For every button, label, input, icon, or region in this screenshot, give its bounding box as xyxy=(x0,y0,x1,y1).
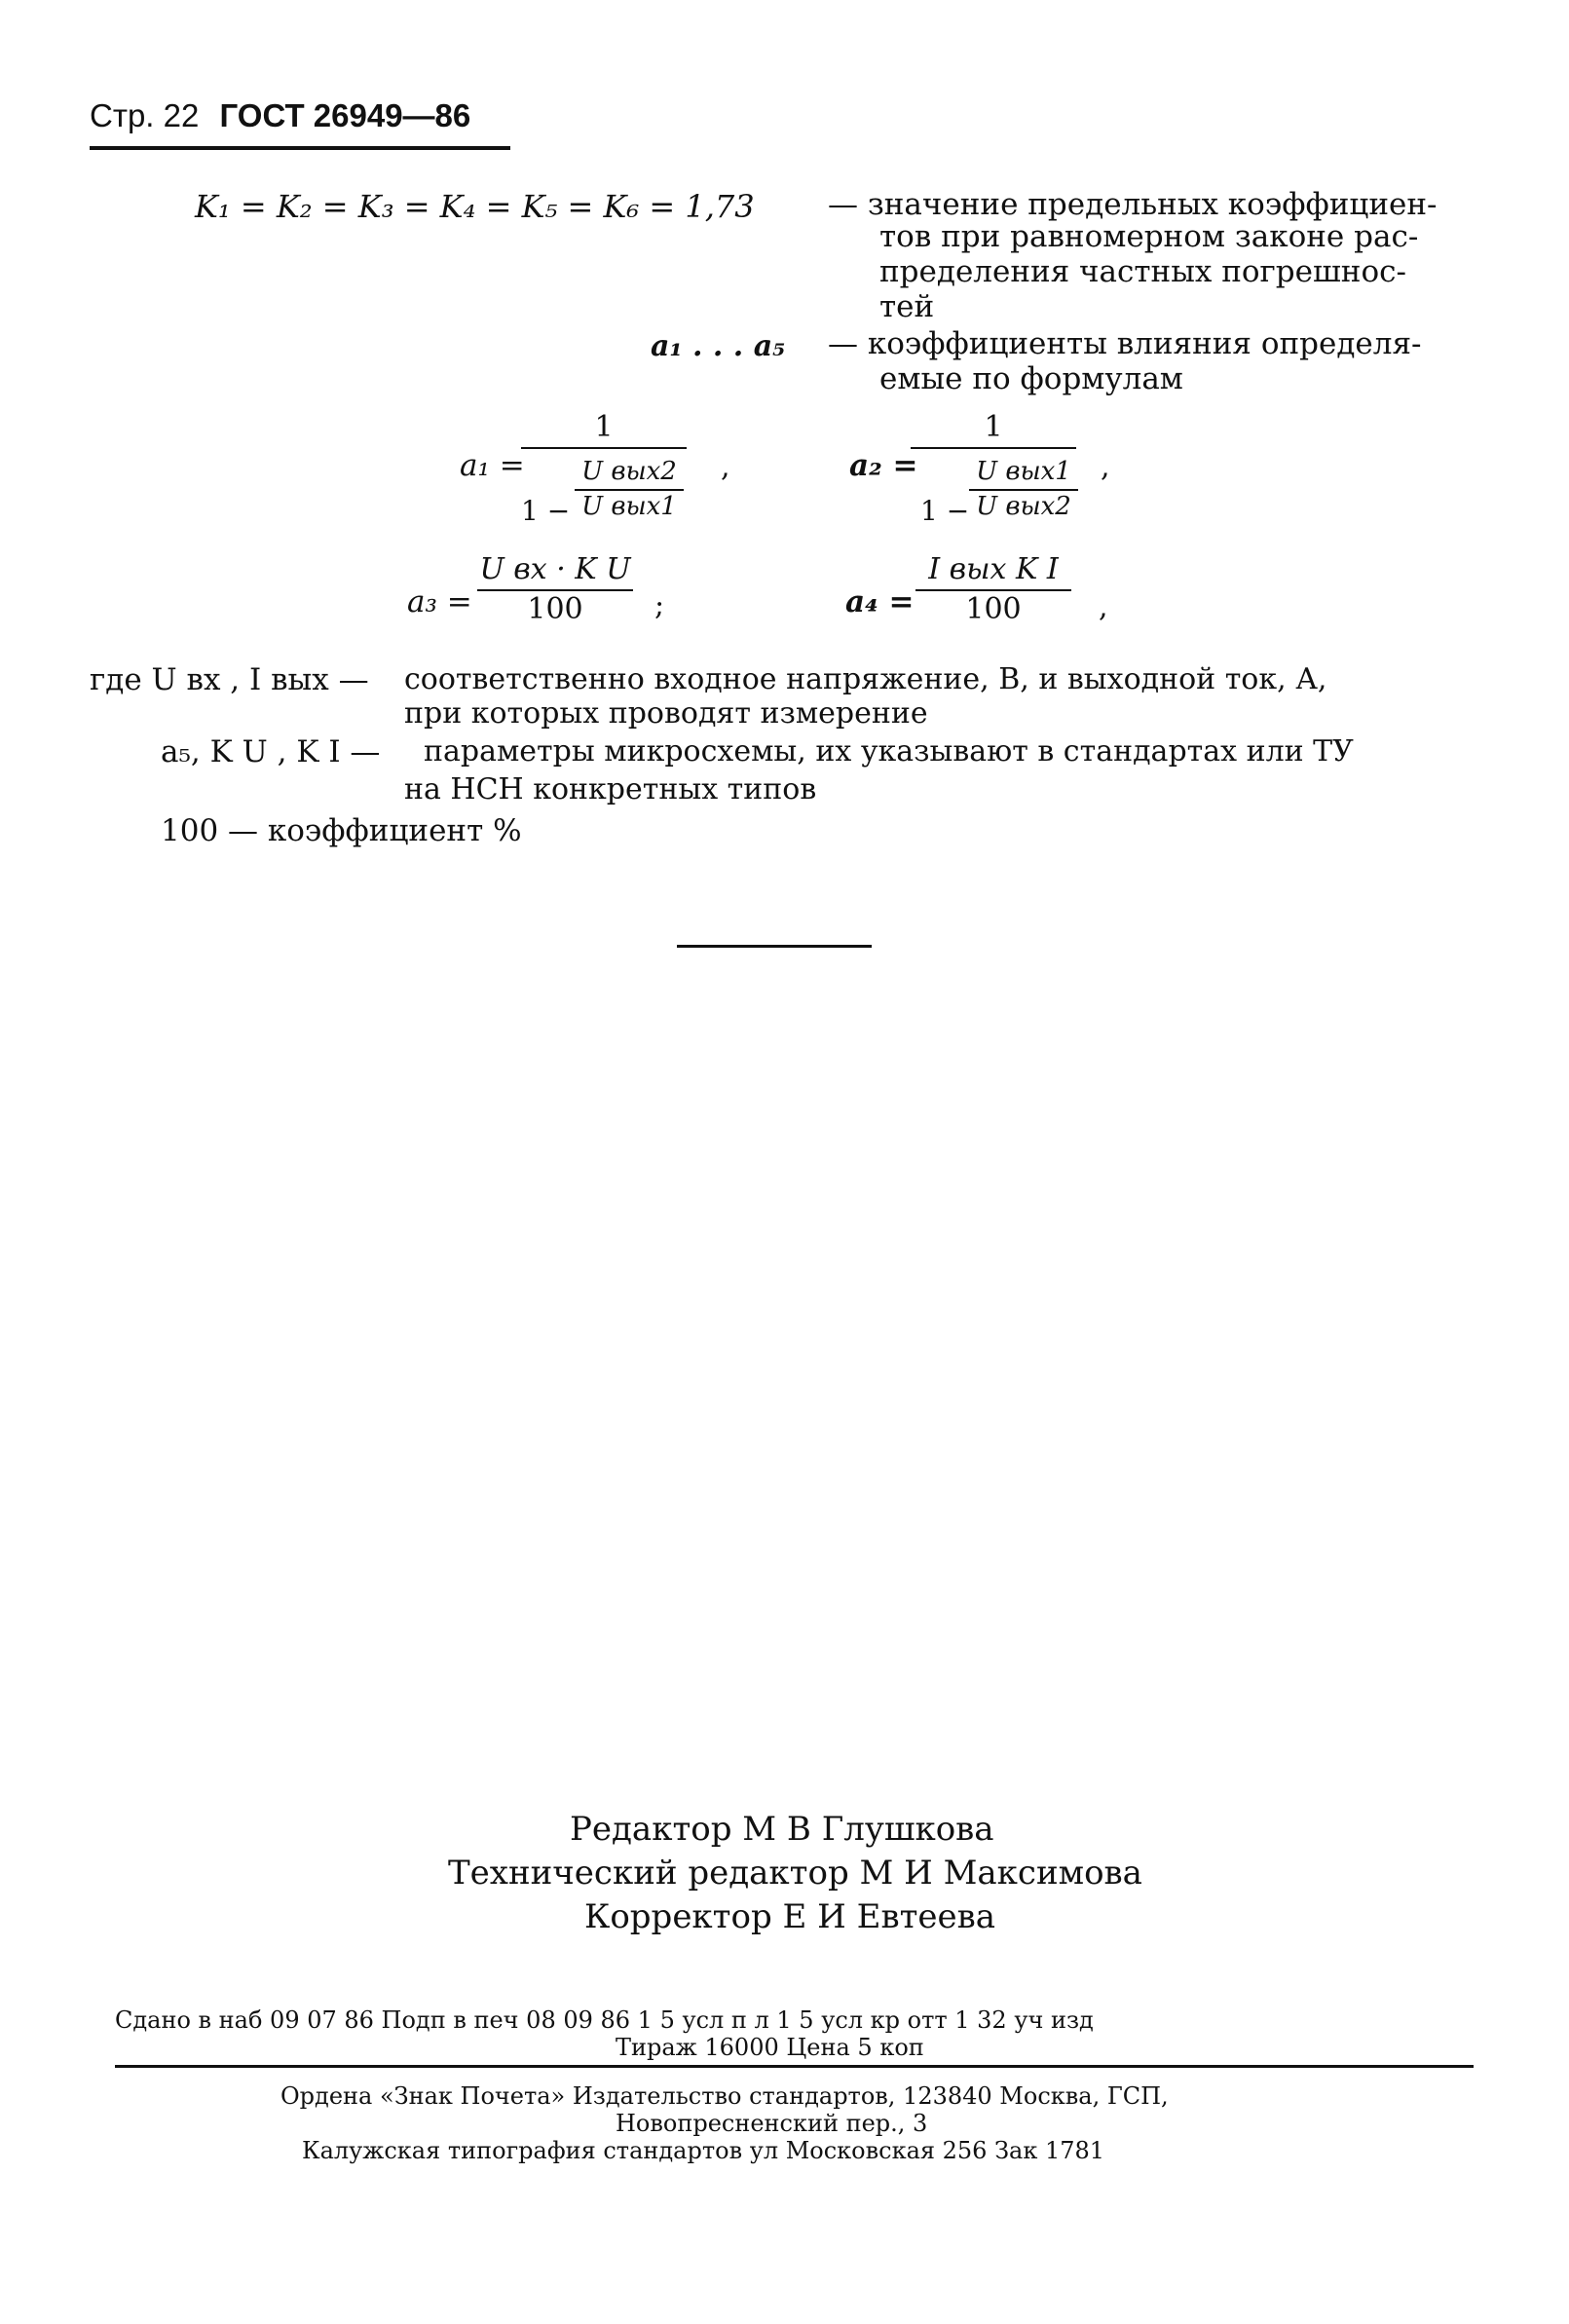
params-line-1: параметры микросхемы, их указывают в стандартах или ТУ xyxy=(424,734,1354,768)
page-label: Стр. 22 xyxy=(90,97,200,133)
a4-label: a₄ = xyxy=(845,584,915,619)
page-header xyxy=(90,97,470,134)
a3-fraction xyxy=(477,553,633,626)
a2-fraction-bar xyxy=(911,447,1076,449)
a4-comma: , xyxy=(1099,590,1108,624)
k-description-line-1: — значение предельных коэффициен- xyxy=(828,187,1438,222)
a2-one-minus: 1 − xyxy=(920,495,970,527)
a-description-line-1: — коэффициенты влияния определя- xyxy=(828,326,1422,361)
a2-inner-fraction xyxy=(969,458,1078,522)
hundred-definition: 100 — коэффициент % xyxy=(161,813,522,848)
a-coefficients-term: a₁ . . . a₅ xyxy=(651,329,786,363)
header-underline xyxy=(90,146,510,150)
where-lead: где U вх , I вых — xyxy=(90,662,369,697)
a2-label: a₂ = xyxy=(849,448,918,483)
a3-semicolon: ; xyxy=(654,588,665,622)
publisher-line-2: Новопресненский пер., 3 xyxy=(616,2110,928,2137)
a1-one-minus: 1 − xyxy=(521,495,571,527)
a4-fraction xyxy=(915,553,1071,626)
where-line-2: при которых проводят измерение xyxy=(404,696,928,731)
params-term: a₅, K U , K I — xyxy=(161,734,381,769)
k-description-line-3: пределения частных погрешнос- xyxy=(879,254,1406,289)
imprint-line-1: Сдано в наб 09 07 86 Подп в печ 08 09 86 1 5 усл п л 1 5 усл кр отт 1 32 уч изд xyxy=(115,2006,1094,2034)
a4-fraction-bar xyxy=(915,589,1071,591)
a3-numerator: U вх · K U xyxy=(479,552,631,586)
a3-denominator: 100 xyxy=(527,591,583,626)
a2-inner-fraction-bar xyxy=(969,489,1078,491)
a2-inner-numerator: U вых1 xyxy=(976,457,1071,486)
a1-fraction xyxy=(521,411,687,451)
a3-label: a₃ = xyxy=(407,584,472,619)
a-description-line-2: емые по формулам xyxy=(879,361,1183,396)
a4-denominator: 100 xyxy=(965,591,1022,626)
publisher-line-3: Калужская типография стандартов ул Московская 256 Зак 1781 xyxy=(302,2137,1105,2164)
params-line-2: на НСН конкретных типов xyxy=(404,772,817,806)
k-equation: K₁ = K₂ = K₃ = K₄ = K₅ = K₆ = 1,73 xyxy=(195,188,755,225)
a4-numerator: I вых K I xyxy=(928,552,1059,586)
standard-code: ГОСТ 26949—86 xyxy=(219,97,471,133)
a1-inner-fraction-bar xyxy=(575,489,684,491)
a2-numerator: 1 xyxy=(984,410,1003,444)
k-description-line-4: тей xyxy=(879,289,935,324)
credit-corrector: Корректор Е И Евтеева xyxy=(584,1897,996,1936)
a1-fraction-bar xyxy=(521,447,687,449)
a2-fraction xyxy=(911,411,1076,451)
a2-inner-denominator: U вых2 xyxy=(976,491,1071,521)
where-line-1: соответственно входное напряжение, В, и выходной ток, А, xyxy=(404,662,1327,696)
credit-tech-editor: Технический редактор М И Максимова xyxy=(448,1854,1142,1893)
a2-comma: , xyxy=(1101,450,1110,484)
a1-label: a₁ = xyxy=(460,448,525,483)
imprint-line-2: Тираж 16000 Цена 5 коп xyxy=(616,2034,924,2061)
k-description-line-2: тов при равномерном законе рас- xyxy=(879,219,1419,254)
credit-editor: Редактор М В Глушкова xyxy=(570,1810,994,1849)
a1-numerator: 1 xyxy=(594,410,614,444)
imprint-rule xyxy=(115,2065,1474,2068)
a1-inner-denominator: U вых1 xyxy=(581,491,677,521)
a1-inner-numerator: U вых2 xyxy=(581,457,677,486)
a3-fraction-bar xyxy=(477,589,633,591)
section-separator xyxy=(677,945,872,948)
publisher-line-1: Ордена «Знак Почета» Издательство стандартов, 123840 Москва, ГСП, xyxy=(280,2082,1169,2110)
a1-comma: , xyxy=(721,450,730,484)
a1-inner-fraction xyxy=(575,458,684,522)
